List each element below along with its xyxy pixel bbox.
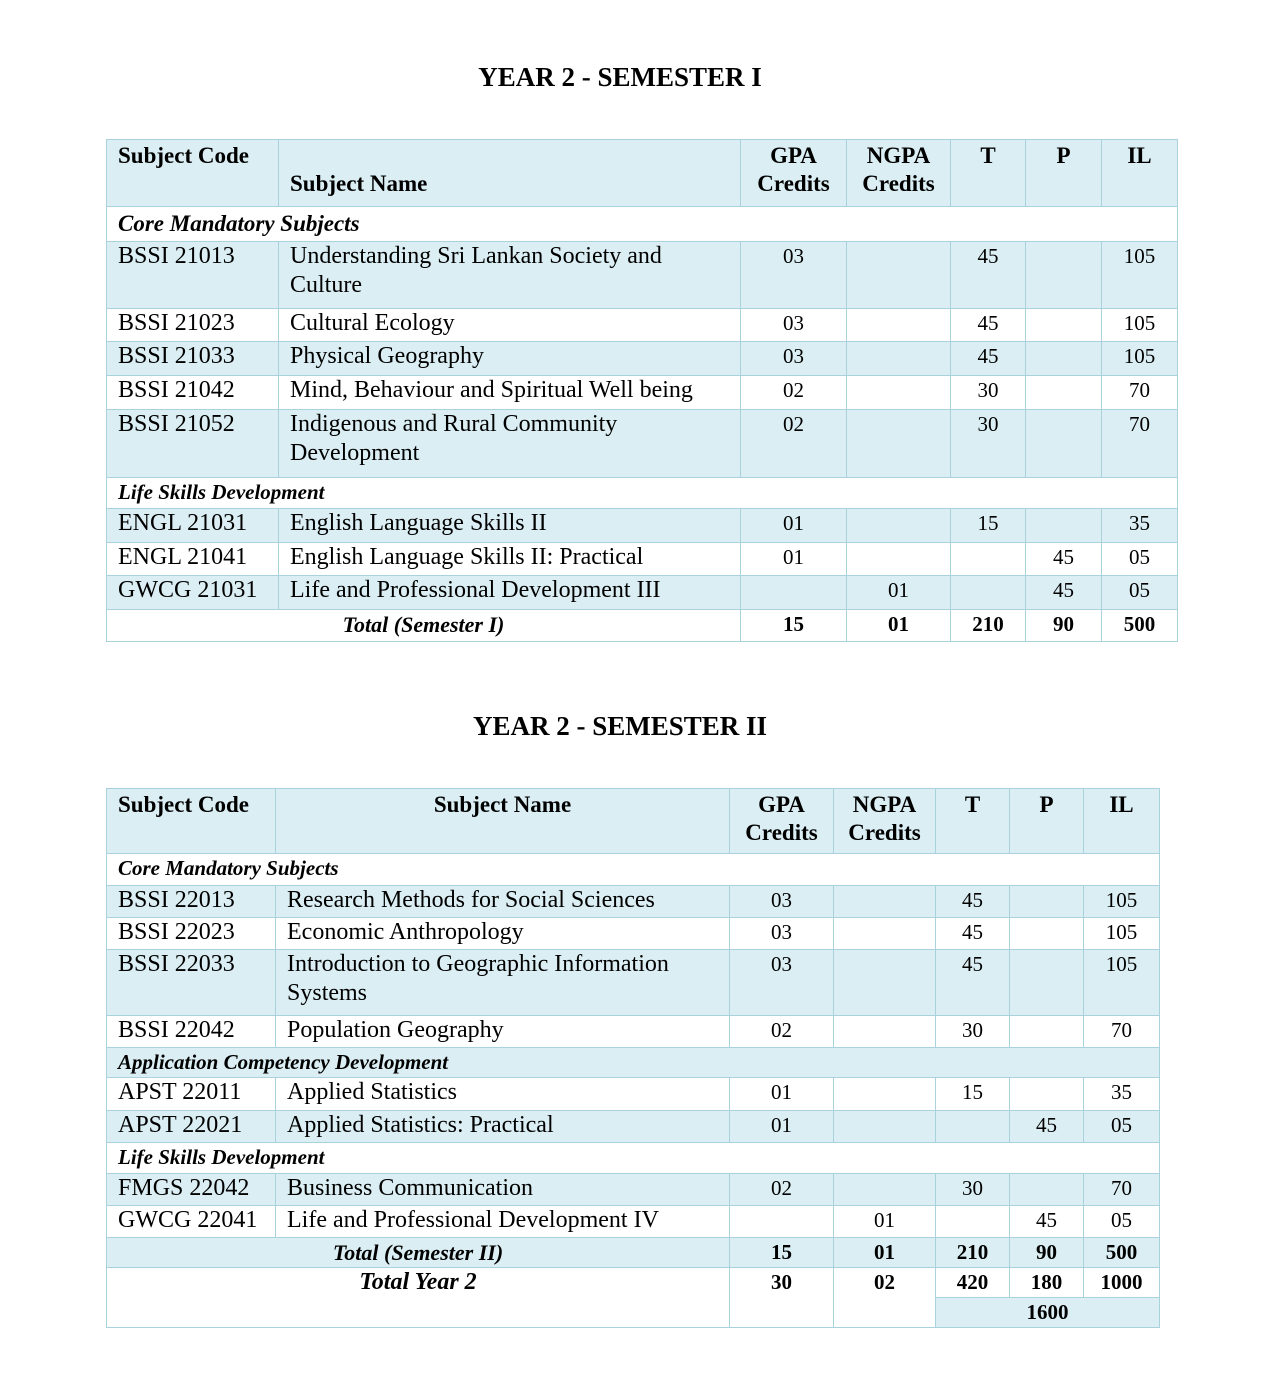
year-total-ngpa: 02 [834,1268,936,1328]
il-hours: 105 [1102,242,1178,309]
p-hours [1010,886,1084,918]
t-hours: 45 [951,342,1026,376]
header-il: IL [1102,140,1178,207]
semester-1-table [106,139,1178,642]
section-title: Core Mandatory Subjects [107,854,1160,886]
il-hours: 105 [1084,886,1160,918]
subject-code: GWCG 22041 [107,1206,276,1238]
year-total-gpa: 30 [730,1268,834,1328]
section-row [107,207,1178,242]
il-hours: 05 [1084,1206,1160,1238]
table-row [107,1206,1160,1238]
t-hours [951,543,1026,576]
header-subject-code: Subject Code [107,789,276,854]
total-t: 210 [951,610,1026,642]
subject-code: BSSI 22013 [107,886,276,918]
subject-code: ENGL 21041 [107,543,279,576]
gpa-credits: 03 [730,950,834,1016]
subject-code: BSSI 21023 [107,309,279,342]
ngpa-credits [834,918,936,950]
p-hours [1026,242,1102,309]
p-hours [1026,410,1102,478]
header-ngpa-line1: NGPA [852,792,917,817]
table-row [107,886,1160,918]
header-row [107,140,1178,207]
subject-name: Business Communication [276,1174,730,1206]
subject-code: BSSI 22042 [107,1016,276,1048]
subject-code: APST 22021 [107,1111,276,1143]
gpa-credits: 01 [730,1111,834,1143]
total-t: 210 [936,1238,1010,1268]
header-gpa-line2: Credits [745,820,818,845]
table-row [107,918,1160,950]
gpa-credits: 01 [741,543,847,576]
subject-name: English Language Skills II: Practical [279,543,741,576]
table-row [107,1016,1160,1048]
t-hours [936,1206,1010,1238]
ngpa-credits [847,309,951,342]
section-row [107,1143,1160,1174]
p-hours [1026,342,1102,376]
gpa-credits: 03 [741,342,847,376]
ngpa-credits [847,509,951,543]
subject-name: Mind, Behaviour and Spiritual Well being [279,376,741,410]
il-hours: 70 [1084,1016,1160,1048]
semester-2-table [106,788,1160,1328]
p-hours [1026,376,1102,410]
header-t: T [951,140,1026,207]
table-row [107,309,1178,342]
section-row [107,854,1160,886]
subject-name: Introduction to Geographic Information Systems [276,950,730,1016]
subject-code: BSSI 22033 [107,950,276,1016]
t-hours [936,1111,1010,1143]
gpa-credits: 02 [730,1174,834,1206]
header-ngpa-line2: Credits [862,171,935,196]
subject-code: FMGS 22042 [107,1174,276,1206]
year-total-p: 180 [1010,1268,1084,1298]
total-il: 500 [1102,610,1178,642]
header-subject-name: Subject Name [276,789,730,854]
header-subject-code: Subject Code [107,140,279,207]
section-title: Life Skills Development [107,1143,1160,1174]
section-row [107,1048,1160,1078]
il-hours: 105 [1102,342,1178,376]
header-gpa-line1: GPA [758,792,805,817]
gpa-credits: 03 [730,886,834,918]
hours-total: 1600 [936,1298,1160,1328]
header-ngpa-credits [834,789,936,854]
subject-code: BSSI 21052 [107,410,279,478]
section-row [107,478,1178,509]
header-row [107,789,1160,854]
ngpa-credits: 01 [834,1206,936,1238]
gpa-credits: 03 [741,242,847,309]
header-il: IL [1084,789,1160,854]
header-ngpa-credits [847,140,951,207]
il-hours: 105 [1084,918,1160,950]
ngpa-credits [834,1016,936,1048]
t-hours: 45 [951,242,1026,309]
total-ngpa: 01 [834,1238,936,1268]
header-ngpa-line1: NGPA [866,143,931,168]
il-hours: 35 [1102,509,1178,543]
gpa-credits: 02 [741,410,847,478]
header-gpa-credits [730,789,834,854]
gpa-credits: 02 [730,1016,834,1048]
ngpa-credits [847,376,951,410]
il-hours: 70 [1102,376,1178,410]
table-row [107,376,1178,410]
gpa-credits: 03 [730,918,834,950]
gpa-credits: 03 [741,309,847,342]
t-hours: 30 [951,376,1026,410]
total-gpa: 15 [730,1238,834,1268]
total-label: Total (Semester II) [107,1238,730,1268]
t-hours: 45 [936,886,1010,918]
subject-code: ENGL 21031 [107,509,279,543]
total-p: 90 [1026,610,1102,642]
table-row [107,509,1178,543]
year-total-row [107,1268,1160,1298]
il-hours: 70 [1084,1174,1160,1206]
il-hours: 35 [1084,1078,1160,1111]
gpa-credits [730,1206,834,1238]
subject-code: BSSI 21042 [107,376,279,410]
subject-name: Economic Anthropology [276,918,730,950]
p-hours: 45 [1026,543,1102,576]
total-gpa: 15 [741,610,847,642]
subject-name: Applied Statistics [276,1078,730,1111]
p-hours [1010,1078,1084,1111]
il-hours: 105 [1084,950,1160,1016]
t-hours: 15 [951,509,1026,543]
ngpa-credits [847,410,951,478]
year-total-il: 1000 [1084,1268,1160,1298]
ngpa-credits: 01 [847,576,951,610]
t-hours: 30 [951,410,1026,478]
gpa-credits: 02 [741,376,847,410]
t-hours [951,576,1026,610]
gpa-credits: 01 [730,1078,834,1111]
table-row [107,342,1178,376]
subject-name: Research Methods for Social Sciences [276,886,730,918]
table-row [107,1174,1160,1206]
table-row [107,242,1178,309]
p-hours: 45 [1010,1206,1084,1238]
ngpa-credits [834,886,936,918]
p-hours [1010,918,1084,950]
subject-name: Indigenous and Rural Community Development [279,410,741,478]
total-label: Total (Semester I) [107,610,741,642]
p-hours [1026,509,1102,543]
subject-name: Life and Professional Development IV [276,1206,730,1238]
section-title: Application Competency Development [107,1048,1160,1078]
il-hours: 70 [1102,410,1178,478]
total-p: 90 [1010,1238,1084,1268]
header-ngpa-line2: Credits [848,820,921,845]
ngpa-credits [834,1174,936,1206]
table-row [107,410,1178,478]
subject-name: Applied Statistics: Practical [276,1111,730,1143]
total-row [107,1238,1160,1268]
t-hours: 30 [936,1016,1010,1048]
p-hours [1026,309,1102,342]
table-row [107,576,1178,610]
subject-name: Physical Geography [279,342,741,376]
subject-code: BSSI 21013 [107,242,279,309]
subject-code: BSSI 21033 [107,342,279,376]
gpa-credits [741,576,847,610]
header-p: P [1026,140,1102,207]
subject-name: Understanding Sri Lankan Society and Culture [279,242,741,309]
table-row [107,950,1160,1016]
total-il: 500 [1084,1238,1160,1268]
ngpa-credits [834,1111,936,1143]
ngpa-credits [834,1078,936,1111]
p-hours [1010,1174,1084,1206]
semester-2-title: YEAR 2 - SEMESTER II [472,711,768,741]
il-hours: 105 [1102,309,1178,342]
ngpa-credits [834,950,936,1016]
il-hours: 05 [1102,543,1178,576]
year-total-t: 420 [936,1268,1010,1298]
gpa-credits: 01 [741,509,847,543]
subject-code: BSSI 22023 [107,918,276,950]
total-ngpa: 01 [847,610,951,642]
p-hours: 45 [1026,576,1102,610]
t-hours: 45 [936,918,1010,950]
subject-name: English Language Skills II [279,509,741,543]
subject-code: GWCG 21031 [107,576,279,610]
total-row [107,610,1178,642]
table-row [107,1111,1160,1143]
t-hours: 30 [936,1174,1010,1206]
header-gpa-line2: Credits [757,171,830,196]
ngpa-credits [847,342,951,376]
table-row [107,1078,1160,1111]
semester-1-title: YEAR 2 - SEMESTER I [478,62,762,92]
header-gpa-credits [741,140,847,207]
header-p: P [1010,789,1084,854]
header-gpa-line1: GPA [770,143,817,168]
p-hours [1010,1016,1084,1048]
subject-name: Cultural Ecology [279,309,741,342]
year-total-label: Total Year 2 [107,1268,730,1328]
header-t: T [936,789,1010,854]
section-title: Core Mandatory Subjects [107,207,1178,242]
ngpa-credits [847,543,951,576]
p-hours [1010,950,1084,1016]
t-hours: 45 [936,950,1010,1016]
p-hours: 45 [1010,1111,1084,1143]
table-row [107,543,1178,576]
t-hours: 15 [936,1078,1010,1111]
il-hours: 05 [1102,576,1178,610]
ngpa-credits [847,242,951,309]
subject-name: Life and Professional Development III [279,576,741,610]
header-subject-name: Subject Name [279,140,741,207]
t-hours: 45 [951,309,1026,342]
subject-name: Population Geography [276,1016,730,1048]
il-hours: 05 [1084,1111,1160,1143]
subject-code: APST 22011 [107,1078,276,1111]
section-title: Life Skills Development [107,478,1178,509]
